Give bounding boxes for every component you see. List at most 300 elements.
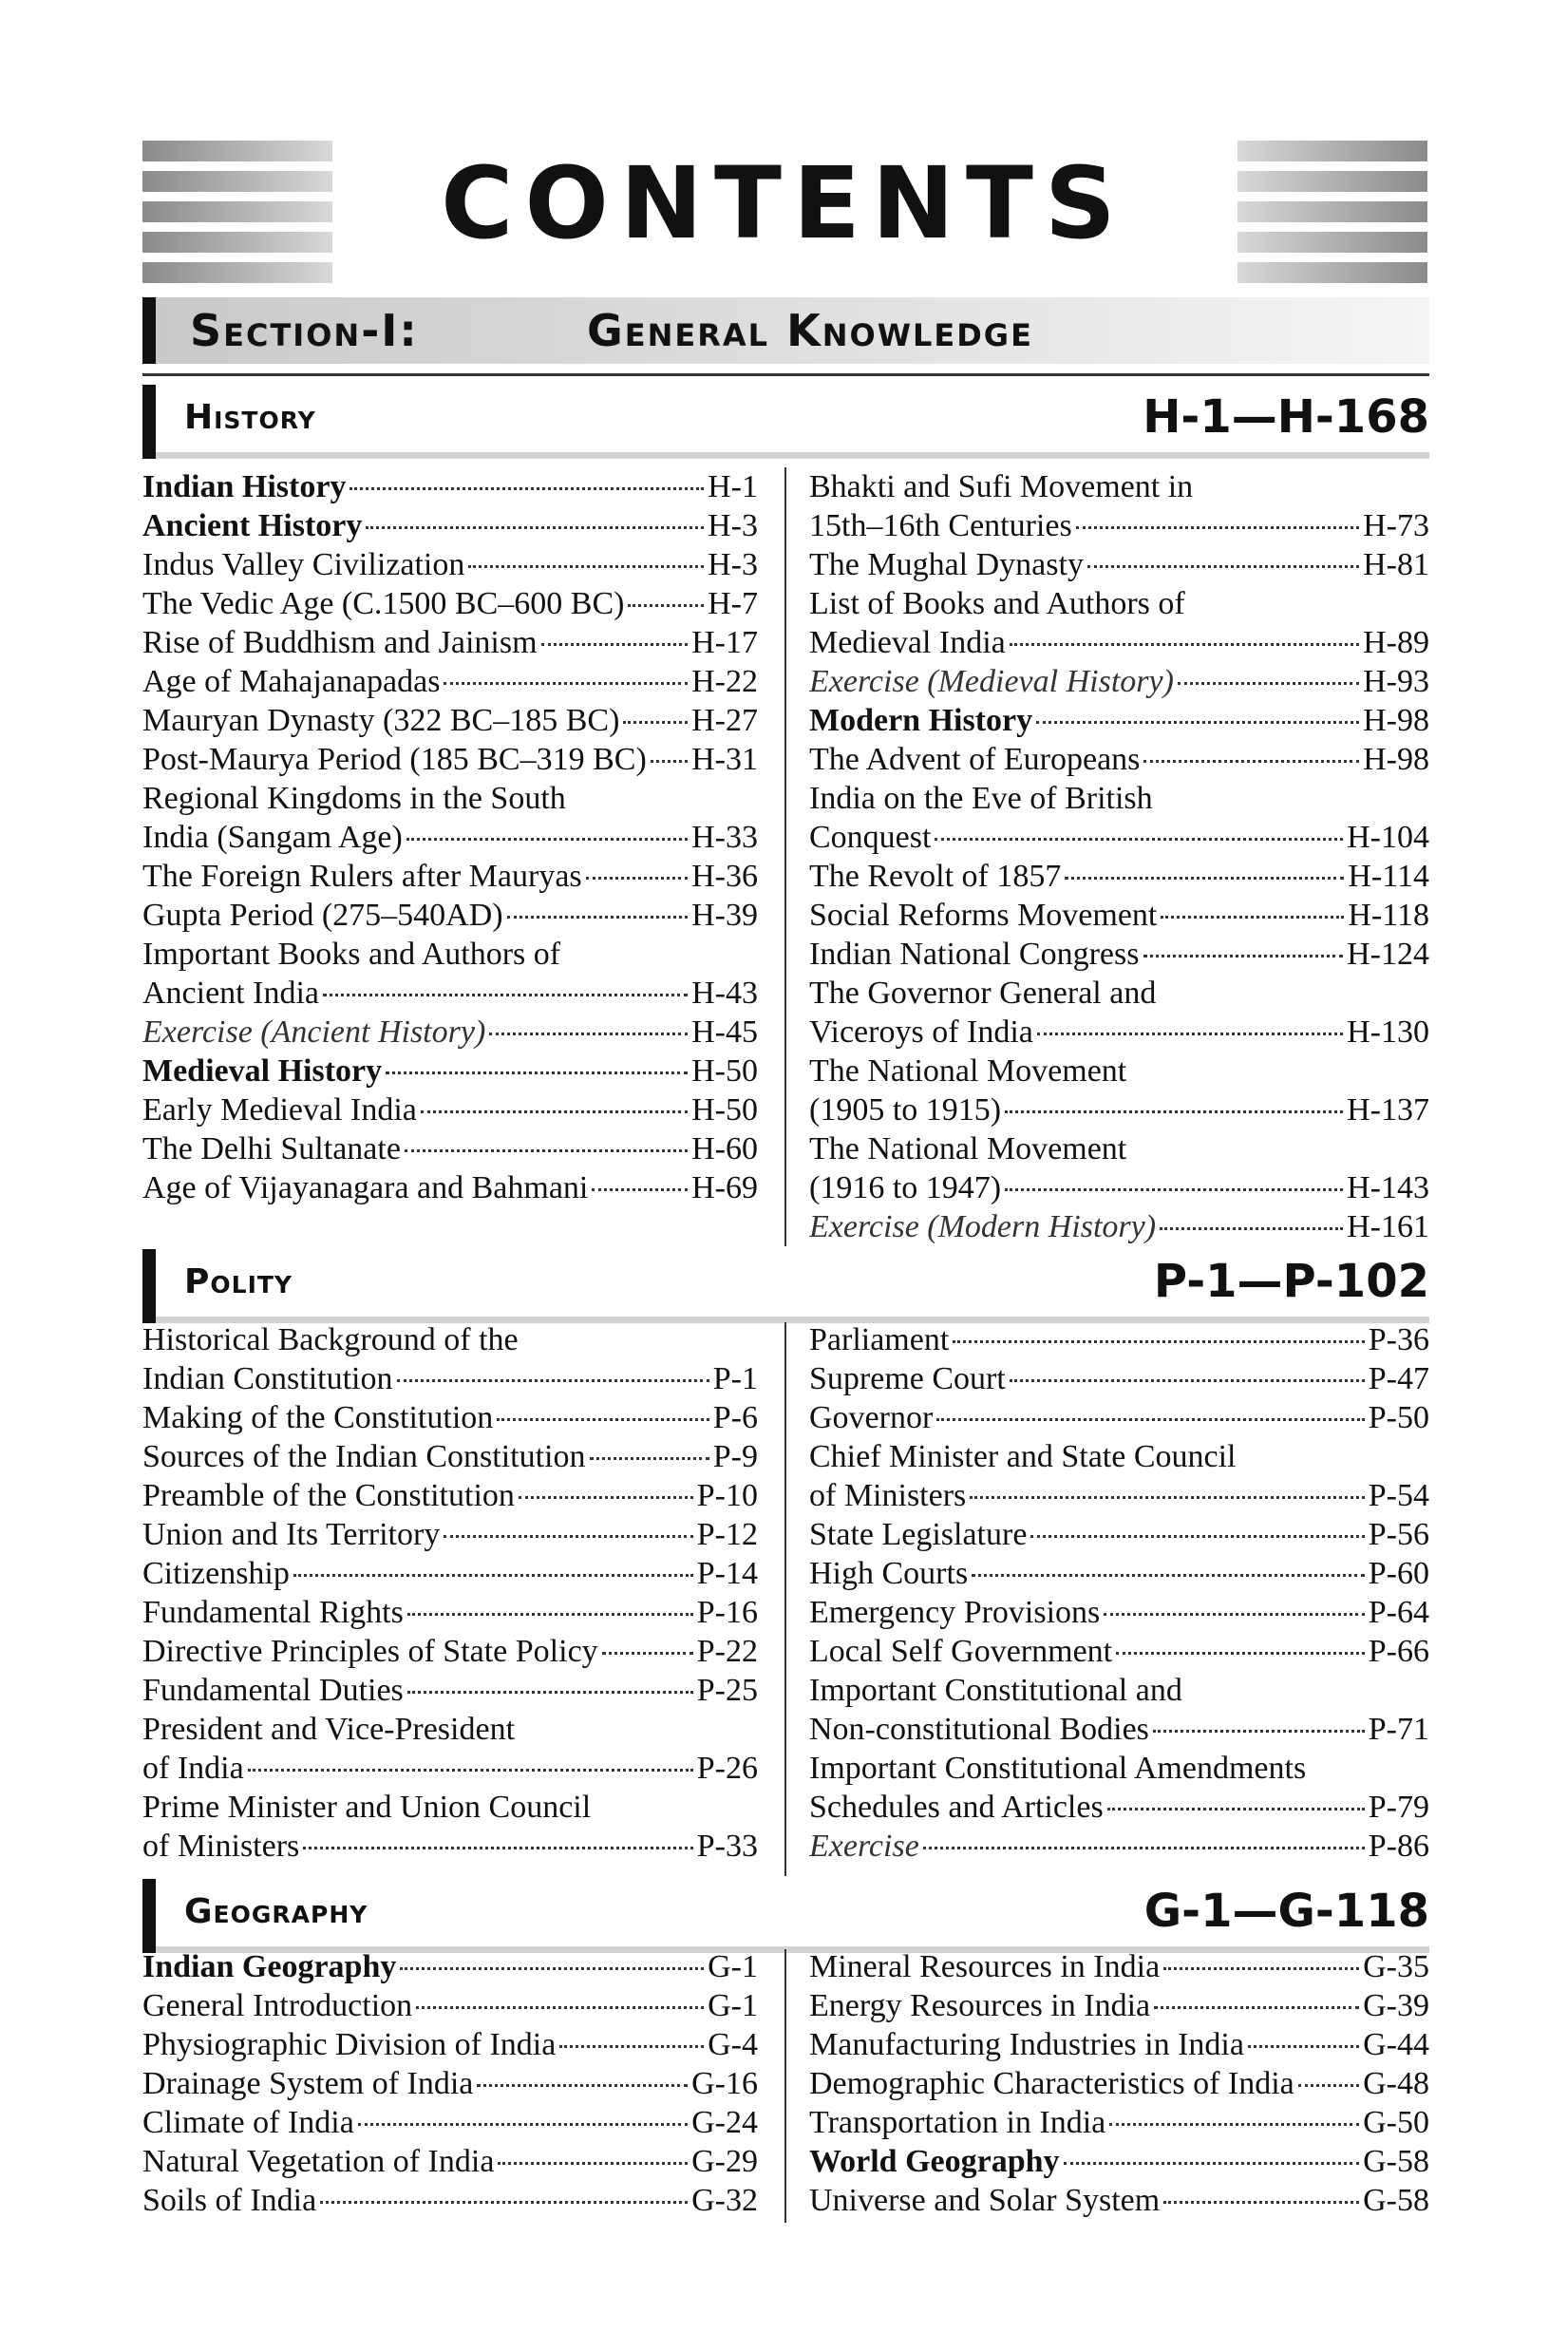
toc-entry-page: G-58 — [1363, 2144, 1429, 2179]
dot-leader — [559, 2045, 704, 2048]
category-name: Geography — [184, 1892, 368, 1931]
toc-entry-page: H-98 — [1363, 703, 1429, 738]
toc-entry-title: of Ministers — [142, 1829, 300, 1864]
toc-entry-title: Emergency Provisions — [809, 1595, 1101, 1630]
category-header-history — [142, 385, 1429, 459]
category-header-polity — [142, 1249, 1429, 1323]
dot-leader — [507, 916, 688, 919]
dot-leader — [349, 487, 704, 490]
dot-leader — [386, 1071, 688, 1074]
toc-entry-row — [809, 857, 1429, 896]
toc-entry-title: Age of Mahajanapadas — [142, 664, 441, 699]
dot-leader — [602, 1652, 693, 1655]
toc-entry-title: Social Reforms Movement — [809, 898, 1158, 933]
toc-entry-page: P-12 — [696, 1517, 758, 1552]
toc-entry-row — [809, 1515, 1429, 1554]
dot-leader — [935, 838, 1343, 841]
toc-entry-title: Ancient India — [142, 976, 319, 1011]
toc-entry-title-line: President and Vice-President — [142, 1712, 516, 1747]
toc-entry-title: Physiographic Division of India — [142, 2027, 557, 2062]
toc-entry-title: Drainage System of India — [142, 2066, 474, 2101]
toc-entry-title: Supreme Court — [809, 1361, 1006, 1396]
dot-leader — [1087, 565, 1359, 568]
toc-entry — [809, 701, 1429, 740]
toc-entry-page: P-71 — [1368, 1712, 1429, 1747]
toc-entry — [142, 1671, 758, 1710]
toc-entry — [142, 1168, 758, 1207]
toc-entry — [809, 1207, 1429, 1246]
toc-entry-row — [142, 1437, 758, 1476]
toc-entry-title: World Geography — [809, 2144, 1060, 2179]
category-marker — [142, 385, 156, 459]
toc-entry-row — [142, 1593, 758, 1632]
toc-entry-title: Preamble of the Constitution — [142, 1478, 515, 1513]
toc-entry-page: P-16 — [696, 1595, 758, 1630]
toc-entry-title: Manufacturing Industries in India — [809, 2027, 1244, 2062]
dot-leader — [358, 2123, 688, 2126]
toc-entry-title: Union and Its Territory — [142, 1517, 441, 1552]
toc-entry-title-line: Bhakti and Sufi Movement in — [809, 469, 1194, 504]
toc-entry-row — [809, 1013, 1429, 1052]
toc-entry-page: H-81 — [1363, 547, 1429, 582]
dot-leader — [1104, 1613, 1364, 1616]
dot-leader — [1143, 760, 1359, 763]
toc-entry — [142, 2142, 758, 2181]
dot-leader — [586, 877, 688, 880]
toc-entry — [142, 1129, 758, 1168]
toc-entry — [142, 1986, 758, 2025]
toc-entry — [809, 1749, 1429, 1827]
toc-entry-row — [809, 2025, 1429, 2064]
toc-entry-title-line: Chief Minister and State Council — [809, 1439, 1237, 1474]
dot-leader — [1030, 1535, 1364, 1538]
toc-entry-row — [809, 1710, 1429, 1749]
toc-entry-title: Sources of the Indian Constitution — [142, 1439, 586, 1474]
toc-entry-page: P-66 — [1368, 1634, 1429, 1669]
toc-entry-title: Early Medieval India — [142, 1092, 417, 1128]
toc-entry — [142, 1710, 758, 1788]
toc-entry-page: G-50 — [1363, 2105, 1429, 2140]
toc-entry-page: G-32 — [691, 2183, 758, 2218]
dot-leader — [1163, 2201, 1359, 2204]
toc-entry-title-line: Prime Minister and Union Council — [142, 1790, 592, 1825]
toc-entry-row — [809, 1168, 1429, 1207]
toc-entry-page: H-39 — [691, 898, 758, 933]
toc-entry — [809, 2025, 1429, 2064]
toc-entry-row — [142, 1827, 758, 1866]
toc-entry-row — [809, 2103, 1429, 2142]
dot-leader — [1076, 526, 1359, 529]
toc-entry — [809, 1515, 1429, 1554]
toc-entry-row — [809, 2142, 1429, 2181]
toc-entry-row — [809, 1207, 1429, 1246]
toc-entry-title-line: List of Books and Authors of — [809, 586, 1185, 621]
toc-entry — [142, 1320, 758, 1398]
toc-entry-page: H-50 — [691, 1053, 758, 1089]
dot-leader — [970, 1496, 1364, 1499]
toc-entry — [142, 1398, 758, 1437]
dot-leader — [444, 682, 688, 685]
toc-entry-page: H-118 — [1348, 898, 1429, 933]
toc-entry-row — [142, 1632, 758, 1671]
toc-entry-page: H-69 — [691, 1170, 758, 1205]
toc-entry-page: H-73 — [1363, 508, 1429, 543]
toc-entry — [809, 2142, 1429, 2181]
toc-entry-row — [809, 2064, 1429, 2103]
toc-entry — [142, 896, 758, 935]
toc-entry-page: H-98 — [1363, 742, 1429, 777]
toc-entry-title: The Mughal Dynasty — [809, 547, 1084, 582]
dot-leader — [923, 1847, 1365, 1849]
toc-entry-page: H-124 — [1347, 937, 1429, 972]
dot-leader — [1005, 1110, 1343, 1113]
toc-entry-title-line: Important Constitutional and — [809, 1673, 1182, 1708]
dot-leader — [416, 2006, 704, 2009]
dot-leader — [248, 1769, 693, 1772]
toc-entry-row — [809, 1320, 1429, 1359]
category-name: History — [184, 398, 316, 437]
toc-entry-page: H-43 — [691, 976, 758, 1011]
toc-entry-row — [142, 1052, 758, 1090]
toc-entry-title: Fundamental Duties — [142, 1673, 404, 1708]
toc-entry-title: High Courts — [809, 1556, 969, 1591]
toc-entry-title: Exercise — [809, 1829, 919, 1864]
toc-entry-row — [142, 1013, 758, 1052]
toc-entry-title: The Vedic Age (C.1500 BC–600 BC) — [142, 586, 625, 621]
toc-entry — [809, 1827, 1429, 1866]
toc-entry-page: H-33 — [691, 820, 758, 855]
dot-leader — [477, 2084, 688, 2087]
toc-entry-title-line: Important Books and Authors of — [142, 937, 561, 972]
dot-leader — [444, 1535, 692, 1538]
toc-entry — [809, 2064, 1429, 2103]
toc-entry-row — [142, 818, 758, 857]
toc-entry-title: Conquest — [809, 820, 932, 855]
category-marker — [142, 1879, 156, 1953]
toc-entry-page: H-50 — [691, 1092, 758, 1128]
toc-entry-row — [142, 1129, 758, 1168]
toc-entry-title: (1905 to 1915) — [809, 1092, 1002, 1128]
toc-entry-row — [809, 1090, 1429, 1129]
toc-entry — [809, 2181, 1429, 2220]
toc-entry-title: Climate of India — [142, 2105, 354, 2140]
toc-entry-page: H-137 — [1347, 1092, 1429, 1128]
dot-leader — [397, 1379, 709, 1382]
category-page-range: P-1—P-102 — [1153, 1255, 1429, 1308]
toc-entry-row — [142, 506, 758, 545]
toc-entry-page: P-1 — [712, 1361, 758, 1396]
toc-entry-row — [809, 1632, 1429, 1671]
toc-entry-page: H-93 — [1363, 664, 1429, 699]
toc-entry-title: Modern History — [809, 703, 1033, 738]
toc-entry-page: H-7 — [708, 586, 758, 621]
section-header — [142, 297, 1429, 364]
toc-entry-row — [142, 1168, 758, 1207]
toc-entry — [142, 545, 758, 584]
toc-entry-page: H-143 — [1347, 1170, 1429, 1205]
toc-entry-row — [142, 623, 758, 662]
polity-left-column — [142, 1320, 758, 1866]
toc-entry-title: (1916 to 1947) — [809, 1170, 1002, 1205]
toc-entry-row — [142, 1749, 758, 1788]
toc-entry-title: The Revolt of 1857 — [809, 859, 1062, 894]
dot-leader — [1178, 682, 1359, 685]
toc-entry-page: P-36 — [1368, 1322, 1429, 1357]
toc-entry-title: The Foreign Rulers after Mauryas — [142, 859, 582, 894]
toc-entry-title: Gupta Period (275–540AD) — [142, 898, 503, 933]
dot-leader — [1248, 2045, 1359, 2048]
column-divider — [784, 467, 786, 1246]
toc-entry-title: Citizenship — [142, 1556, 290, 1591]
dot-leader — [1154, 2006, 1359, 2009]
dot-leader — [497, 1418, 708, 1421]
toc-entry-page: P-9 — [712, 1439, 758, 1474]
toc-entry-page: P-6 — [712, 1400, 758, 1435]
dot-leader — [972, 1574, 1365, 1577]
toc-entry-row — [142, 1090, 758, 1129]
toc-entry-row — [142, 974, 758, 1013]
toc-entry — [142, 1090, 758, 1129]
dot-leader — [498, 2162, 688, 2165]
toc-entry — [142, 2103, 758, 2142]
dot-leader — [1036, 721, 1359, 724]
dot-leader — [323, 994, 688, 996]
toc-entry-title: General Introduction — [142, 1988, 413, 2023]
toc-entry-row — [142, 857, 758, 896]
section-label: Section-I: — [190, 305, 419, 356]
column-divider — [784, 1949, 786, 2223]
dot-leader — [623, 721, 688, 724]
toc-entry — [809, 1671, 1429, 1749]
toc-entry-page: P-79 — [1368, 1790, 1429, 1825]
toc-entry — [142, 701, 758, 740]
toc-entry — [142, 1788, 758, 1866]
toc-entry — [142, 935, 758, 1013]
toc-entry — [809, 1398, 1429, 1437]
toc-entry-page: G-24 — [691, 2105, 758, 2140]
dot-leader — [1064, 2162, 1360, 2165]
toc-entry — [809, 2103, 1429, 2142]
toc-entry-page: H-130 — [1347, 1014, 1429, 1050]
column-divider — [784, 1322, 786, 1876]
toc-entry — [142, 1515, 758, 1554]
toc-entry-row — [142, 2064, 758, 2103]
category-name: Polity — [184, 1262, 293, 1301]
toc-entry-title: Parliament — [809, 1322, 950, 1357]
toc-entry — [809, 740, 1429, 779]
toc-entry-title: Exercise (Modern History) — [809, 1209, 1157, 1244]
dot-leader — [1153, 1730, 1365, 1733]
toc-entry — [142, 2064, 758, 2103]
dot-leader — [1116, 1652, 1365, 1655]
dot-leader — [1107, 1808, 1365, 1811]
toc-entry — [142, 1013, 758, 1052]
toc-entry — [809, 467, 1429, 545]
toc-entry — [809, 1359, 1429, 1398]
dot-leader — [1109, 2123, 1359, 2126]
toc-entry-page: P-25 — [696, 1673, 758, 1708]
toc-entry-title: Local Self Government — [809, 1634, 1113, 1669]
toc-entry-page: H-22 — [691, 664, 758, 699]
toc-entry-page: P-10 — [696, 1478, 758, 1513]
dot-leader — [1143, 955, 1344, 957]
history-right-column — [809, 467, 1429, 1246]
toc-entry — [809, 1129, 1429, 1207]
category-underline — [156, 452, 1429, 459]
toc-entry-title-line: The National Movement — [809, 1053, 1127, 1089]
dot-leader — [628, 604, 704, 607]
toc-entry-page: G-35 — [1363, 1949, 1429, 1984]
toc-entry-title: The Delhi Sultanate — [142, 1131, 401, 1166]
toc-entry-title: Ancient History — [142, 508, 363, 543]
toc-entry-page: H-1 — [708, 469, 758, 504]
dot-leader — [303, 1847, 692, 1849]
toc-entry-page: H-60 — [691, 1131, 758, 1166]
toc-entry-row — [142, 2103, 758, 2142]
dot-leader — [953, 1340, 1364, 1343]
toc-entry-title-line: Historical Background of the — [142, 1322, 519, 1357]
toc-entry-page: G-58 — [1363, 2183, 1429, 2218]
toc-entry-row — [142, 1359, 758, 1398]
toc-entry-row — [809, 1986, 1429, 2025]
dot-leader — [405, 1149, 688, 1152]
toc-entry-title: Schedules and Articles — [809, 1790, 1104, 1825]
dot-leader — [590, 1457, 709, 1460]
toc-entry-row — [809, 1554, 1429, 1593]
toc-entry — [809, 857, 1429, 896]
toc-entry-page: P-22 — [696, 1634, 758, 1669]
geography-right-column — [809, 1947, 1429, 2220]
toc-entry-row — [142, 584, 758, 623]
toc-entry — [142, 467, 758, 506]
toc-entry-page: H-17 — [691, 625, 758, 660]
toc-entry-title: Exercise (Ancient History) — [142, 1014, 486, 1050]
toc-entry-title: of India — [142, 1751, 244, 1786]
toc-entry — [809, 1986, 1429, 2025]
toc-entry-row — [142, 662, 758, 701]
dot-leader — [1160, 1227, 1343, 1230]
toc-entry-title-line: Important Constitutional Amendments — [809, 1751, 1307, 1786]
toc-entry-row — [142, 1986, 758, 2025]
toc-entry-row — [142, 545, 758, 584]
toc-entry-title: Non-constitutional Bodies — [809, 1712, 1149, 1747]
toc-entry-title: Indian History — [142, 469, 347, 504]
toc-entry-row — [809, 1476, 1429, 1515]
toc-entry-page: H-3 — [708, 508, 758, 543]
toc-entry — [142, 662, 758, 701]
toc-entry-row — [142, 1398, 758, 1437]
page-title: CONTENTS — [441, 145, 1127, 261]
dot-leader — [1065, 877, 1344, 880]
toc-entry-title: Mauryan Dynasty (322 BC–185 BC) — [142, 703, 620, 738]
toc-entry-row — [142, 701, 758, 740]
toc-entry-page: G-1 — [708, 1949, 758, 1984]
dot-leader — [1010, 1379, 1365, 1382]
geography-left-column — [142, 1947, 758, 2220]
category-page-range: H-1—H-168 — [1143, 390, 1429, 444]
toc-entry-page: P-26 — [696, 1751, 758, 1786]
toc-entry — [809, 662, 1429, 701]
toc-entry-title: India (Sangam Age) — [142, 820, 403, 855]
dot-leader — [366, 526, 704, 529]
toc-entry — [809, 1554, 1429, 1593]
section-name: General Knowledge — [587, 305, 1033, 356]
dot-leader — [320, 2201, 688, 2204]
toc-entry-page: P-14 — [696, 1556, 758, 1591]
toc-entry-page: P-60 — [1368, 1556, 1429, 1591]
toc-entry-row — [809, 662, 1429, 701]
toc-entry-title: Soils of India — [142, 2183, 317, 2218]
toc-entry-title: Age of Vijayanagara and Bahmani — [142, 1170, 589, 1205]
toc-entry-row — [142, 1476, 758, 1515]
toc-entry-title-line: Regional Kingdoms in the South — [142, 781, 566, 816]
toc-entry-title: Making of the Constitution — [142, 1400, 494, 1435]
toc-entry-page: P-86 — [1368, 1829, 1429, 1864]
toc-entry-row — [142, 2142, 758, 2181]
toc-entry-row — [809, 506, 1429, 545]
dot-leader — [936, 1418, 1364, 1421]
toc-entry-page: G-44 — [1363, 2027, 1429, 2062]
dot-leader — [489, 1033, 688, 1035]
toc-entry — [809, 545, 1429, 584]
toc-entry — [809, 1632, 1429, 1671]
toc-entry — [142, 857, 758, 896]
toc-entry — [809, 1593, 1429, 1632]
toc-entry-title: Universe and Solar System — [809, 2183, 1161, 2218]
history-left-column — [142, 467, 758, 1207]
toc-entry — [809, 779, 1429, 857]
toc-entry-title: Demographic Characteristics of India — [809, 2066, 1294, 2101]
toc-entry-title: Mineral Resources in India — [809, 1949, 1161, 1984]
toc-entry-page: P-47 — [1368, 1361, 1429, 1396]
toc-entry-title: The Advent of Europeans — [809, 742, 1141, 777]
toc-entry-row — [142, 2025, 758, 2064]
toc-entry-row — [809, 1947, 1429, 1986]
toc-entry — [809, 896, 1429, 935]
dot-leader — [1037, 1033, 1343, 1035]
dot-leader — [468, 565, 704, 568]
toc-entry-row — [809, 2181, 1429, 2220]
toc-entry-row — [809, 935, 1429, 974]
toc-entry-row — [142, 1671, 758, 1710]
toc-entry — [142, 1554, 758, 1593]
toc-entry-page: H-36 — [691, 859, 758, 894]
toc-entry — [142, 584, 758, 623]
toc-entry — [142, 740, 758, 779]
toc-entry — [142, 1437, 758, 1476]
category-marker — [142, 1249, 156, 1323]
toc-entry-title: State Legislature — [809, 1517, 1028, 1552]
toc-entry-page: P-54 — [1368, 1478, 1429, 1513]
toc-entry-title: Post-Maurya Period (185 BC–319 BC) — [142, 742, 647, 777]
toc-entry-title: Energy Resources in India — [809, 1988, 1151, 2023]
category-page-range: G-1—G-118 — [1143, 1885, 1429, 1938]
toc-entry — [142, 2025, 758, 2064]
toc-entry-row — [809, 1827, 1429, 1866]
toc-entry-title-line: The National Movement — [809, 1131, 1127, 1166]
dot-leader — [407, 1691, 693, 1694]
toc-entry-title: Indian National Congress — [809, 937, 1140, 972]
toc-entry-title: Indus Valley Civilization — [142, 547, 465, 582]
toc-entry-page: P-56 — [1368, 1517, 1429, 1552]
toc-entry — [809, 1052, 1429, 1129]
toc-entry-row — [809, 623, 1429, 662]
toc-entry-page: G-39 — [1363, 1988, 1429, 2023]
toc-entry — [809, 1437, 1429, 1515]
dot-leader — [651, 760, 688, 763]
toc-entry-title: Rise of Buddhism and Jainism — [142, 625, 538, 660]
toc-entry-page: H-89 — [1363, 625, 1429, 660]
